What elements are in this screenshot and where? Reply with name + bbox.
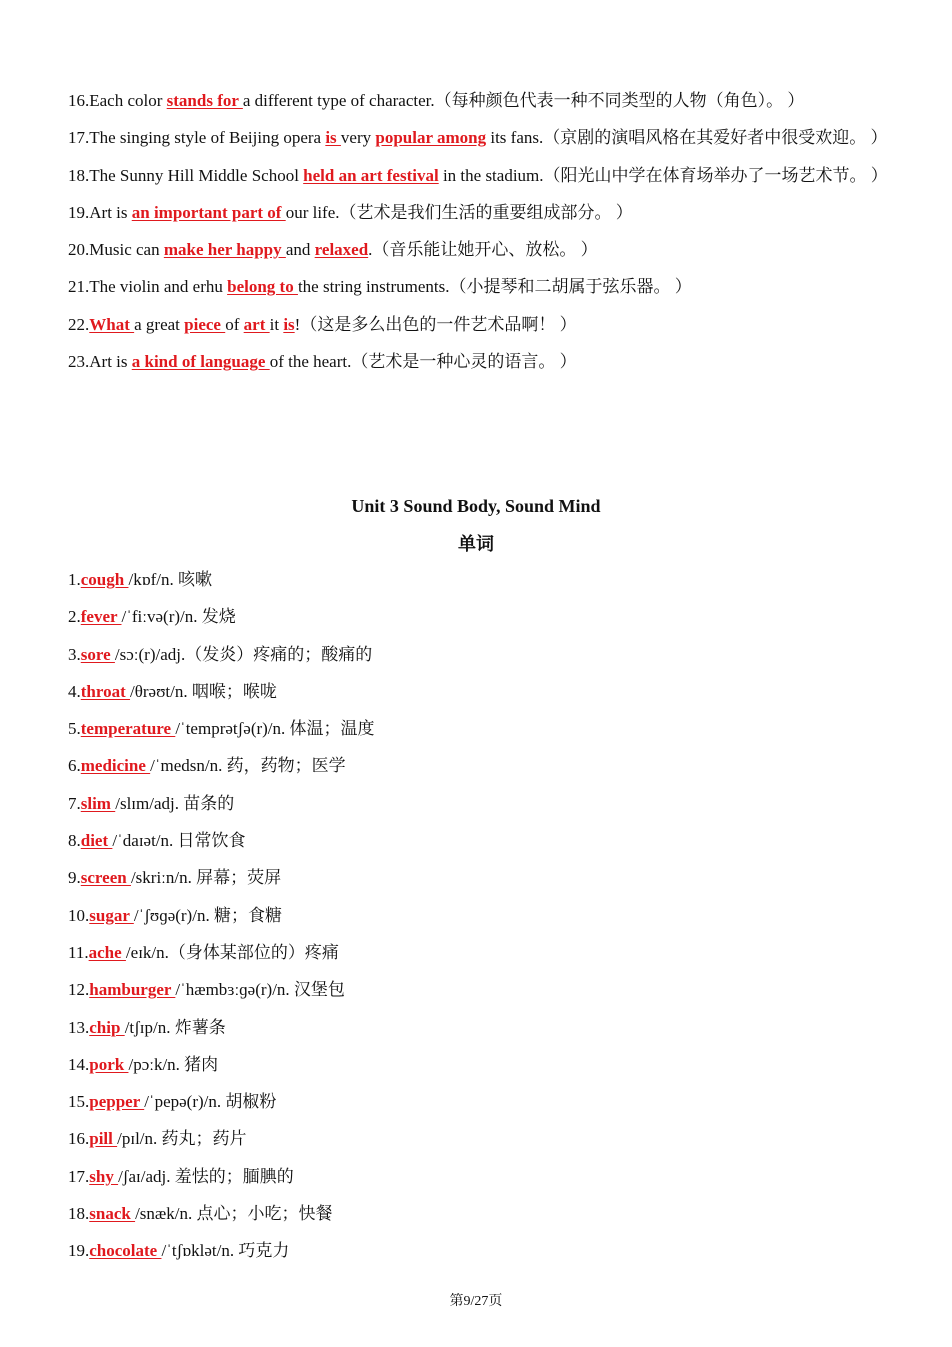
vocab-definition: /ˈhæmbɜːɡə(r)/n. 汉堡包 bbox=[175, 980, 345, 1000]
vocab-word: sugar bbox=[89, 905, 134, 925]
answer-text: held an art festival bbox=[303, 165, 439, 185]
sentence-item bbox=[68, 157, 888, 194]
vocab-definition: /ˈtʃɒklət/n. 巧克力 bbox=[161, 1241, 290, 1261]
vocab-number: 8. bbox=[68, 831, 81, 851]
sentence-item bbox=[68, 194, 888, 231]
vocab-word: temperature bbox=[80, 719, 176, 739]
answer-text: stands for bbox=[166, 91, 243, 110]
vocab-item bbox=[68, 636, 888, 673]
sentence-item bbox=[68, 306, 888, 343]
answer-text: is bbox=[283, 314, 295, 334]
sentence-text: its fans.（京剧的演唱风格在其爱好者中很受欢迎。 ） bbox=[486, 128, 888, 148]
sentence-text: !（这是多么出色的一件艺术品啊！ ） bbox=[294, 314, 577, 334]
answer-text: popular among bbox=[375, 128, 487, 148]
vocab-word: chocolate bbox=[89, 1241, 162, 1261]
answer-text: piece bbox=[184, 314, 226, 334]
vocab-word: chip bbox=[89, 1017, 125, 1037]
vocab-item bbox=[68, 747, 888, 784]
vocab-item bbox=[68, 561, 888, 598]
answer-text: What bbox=[89, 314, 135, 334]
vocab-number: 1. bbox=[68, 570, 81, 589]
vocab-definition: /ˈpepə(r)/n. 胡椒粉 bbox=[144, 1092, 277, 1112]
vocab-word: pepper bbox=[89, 1092, 145, 1112]
sentence-text: the string instruments.（小提琴和二胡属于弦乐器。 ） bbox=[297, 277, 692, 297]
vocab-word: ache bbox=[88, 942, 126, 962]
vocab-definition: /kɒf/n. 咳嗽 bbox=[128, 570, 212, 589]
vocab-definition: /ˈfiːvə(r)/n. 发烧 bbox=[121, 607, 236, 627]
answer-text: a kind of language bbox=[131, 352, 270, 372]
vocab-number: 15. bbox=[68, 1092, 90, 1112]
sentence-text: of bbox=[225, 314, 244, 334]
vocab-number: 18. bbox=[68, 1204, 90, 1224]
vocab-number: 3. bbox=[68, 644, 81, 664]
vocab-item bbox=[68, 1046, 888, 1083]
vocab-definition: /θrəʊt/n. 咽喉；喉咙 bbox=[130, 681, 277, 701]
vocab-definition: /ʃaɪ/adj. 羞怯的；腼腆的 bbox=[118, 1166, 294, 1186]
vocab-definition: /eɪk/n.（身体某部位的）疼痛 bbox=[125, 942, 339, 962]
vocab-item bbox=[68, 1195, 888, 1232]
sentence-text: 21.The violin and erhu bbox=[68, 277, 228, 297]
sentence-text: 20.Music can bbox=[68, 240, 164, 260]
answer-text: art bbox=[243, 314, 270, 334]
vocab-item bbox=[68, 1083, 888, 1120]
vocab-item bbox=[68, 710, 888, 747]
vocab-item bbox=[68, 1158, 888, 1195]
vocab-definition: /ˈdaɪət/n. 日常饮食 bbox=[112, 831, 246, 851]
vocab-number: 16. bbox=[68, 1129, 90, 1149]
sentence-text: 16.Each color bbox=[68, 91, 167, 110]
sentence-text: our life.（艺术是我们生活的重要组成部分。 ） bbox=[285, 202, 633, 222]
vocab-number: 19. bbox=[68, 1241, 90, 1261]
vocab-number: 6. bbox=[68, 756, 81, 776]
vocab-word: pill bbox=[89, 1129, 118, 1149]
vocab-item bbox=[68, 1232, 888, 1269]
sentence-text: 17.The singing style of Beijing opera bbox=[68, 128, 326, 148]
sentence-text: in the stadium.（阳光山中学在体育场举办了一场艺术节。 ） bbox=[438, 165, 888, 185]
vocab-definition: /snæk/n. 点心；小吃；快餐 bbox=[135, 1204, 333, 1224]
sentence-text: of the heart.（艺术是一种心灵的语言。 ） bbox=[269, 352, 577, 372]
vocab-word: diet bbox=[80, 831, 113, 851]
vocab-number: 14. bbox=[68, 1054, 90, 1074]
section-title: 单词 bbox=[458, 534, 494, 554]
vocab-definition: /ˈʃʊɡə(r)/n. 糖；食糖 bbox=[133, 905, 282, 925]
vocab-item bbox=[68, 1120, 888, 1157]
sentence-text: it bbox=[269, 314, 284, 334]
vocab-word: snack bbox=[89, 1204, 136, 1224]
vocab-item bbox=[68, 859, 888, 896]
sentence-text: very bbox=[340, 128, 376, 148]
vocab-item bbox=[68, 673, 888, 710]
vocab-item bbox=[68, 897, 888, 934]
vocab-definition: /ˈtemprətʃə(r)/n. 体温；温度 bbox=[175, 719, 375, 739]
vocab-number: 12. bbox=[68, 980, 90, 1000]
vocab-item bbox=[68, 822, 888, 859]
vocab-number: 7. bbox=[68, 793, 81, 813]
vocab-number: 11. bbox=[68, 942, 89, 962]
vocab-definition: /slɪm/adj. 苗条的 bbox=[115, 793, 235, 813]
sentence-list bbox=[68, 82, 888, 380]
vocab-number: 17. bbox=[68, 1166, 90, 1186]
sentence-text: 23.Art is bbox=[68, 352, 132, 372]
vocab-word: shy bbox=[89, 1166, 119, 1186]
vocab-item bbox=[68, 598, 888, 635]
sentence-item bbox=[68, 119, 888, 156]
vocab-definition: /ˈmedsn/n. 药，药物；医学 bbox=[150, 756, 346, 776]
vocab-definition: /tʃɪp/n. 炸薯条 bbox=[124, 1017, 226, 1037]
sentence-item bbox=[68, 82, 888, 119]
vocab-word: throat bbox=[80, 681, 131, 701]
sentence-text: 19.Art is bbox=[68, 202, 132, 222]
vocab-word: fever bbox=[80, 607, 122, 627]
vocab-definition: /pɔːk/n. 猪肉 bbox=[128, 1054, 219, 1074]
sentence-text: .（音乐能让她开心、放松。 ） bbox=[368, 240, 598, 260]
answer-text: make her happy bbox=[163, 240, 286, 260]
sentence-item bbox=[68, 231, 888, 268]
vocab-number: 10. bbox=[68, 905, 90, 925]
vocab-item bbox=[68, 971, 888, 1008]
sentence-item bbox=[68, 343, 888, 380]
vocab-item bbox=[68, 785, 888, 822]
vocab-number: 2. bbox=[68, 607, 81, 627]
sentence-text: and bbox=[285, 240, 315, 260]
vocab-word: screen bbox=[80, 868, 131, 888]
vocab-word: pork bbox=[89, 1054, 129, 1074]
vocab-definition: /sɔː(r)/adj.（发炎）疼痛的；酸痛的 bbox=[114, 644, 373, 664]
sentence-text: a great bbox=[134, 314, 185, 334]
vocab-word: medicine bbox=[80, 756, 151, 776]
vocab-word: cough bbox=[80, 570, 129, 589]
vocab-number: 9. bbox=[68, 868, 81, 888]
unit-title: Unit 3 Sound Body, Sound Mind bbox=[351, 496, 601, 516]
vocab-item bbox=[68, 934, 888, 971]
sentence-text: 18.The Sunny Hill Middle School bbox=[68, 165, 304, 185]
answer-text: an important part of bbox=[131, 202, 286, 222]
vocab-word: hamburger bbox=[89, 980, 176, 1000]
vocab-number: 4. bbox=[68, 681, 81, 701]
vocab-word: slim bbox=[80, 793, 116, 813]
vocab-number: 5. bbox=[68, 719, 81, 739]
vocab-item bbox=[68, 1009, 888, 1046]
vocab-list bbox=[68, 561, 888, 1270]
vocab-definition: /skriːn/n. 屏幕；荧屏 bbox=[130, 868, 282, 888]
vocab-number: 13. bbox=[68, 1017, 90, 1037]
answer-text: is bbox=[325, 128, 341, 148]
sentence-text: a different type of character.（每种颜色代表一种不同类型的人物（角色）。 ） bbox=[242, 91, 805, 110]
sentence-text: 22. bbox=[68, 314, 90, 334]
vocab-word: sore bbox=[80, 644, 115, 664]
answer-text: belong to bbox=[227, 277, 298, 297]
answer-text: relaxed bbox=[314, 240, 369, 260]
vocab-definition: /pɪl/n. 药丸；药片 bbox=[117, 1129, 247, 1149]
page-number: 第9/27页 bbox=[449, 1294, 503, 1309]
sentence-item bbox=[68, 268, 888, 305]
